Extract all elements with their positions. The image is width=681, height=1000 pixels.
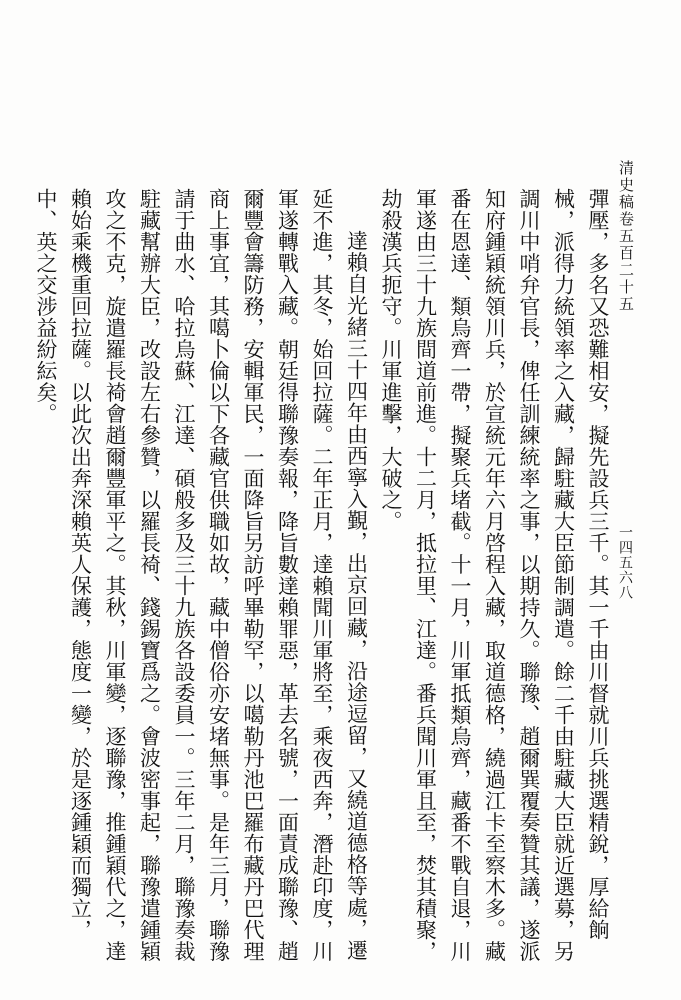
paragraph-2: 達賴自光緒三十四年由西寧入覲，出京回藏，沿途逗留，又繞道德格等處，遷延不進，其冬，始回拉薩。二年正月，達賴聞川軍將至，乘夜西奔，潛赴印度，川軍遂轉戰入藏。朝廷得聯豫奏報，降旨數達賴罪惡，革去名號，一面責成聯豫、趙爾豐會籌防務，安輯軍民，一面降旨另訪呼畢勒罕，以噶勒丹池巴羅布藏丹巴代理商上事宜，其噶卜倫以下各藏官供職如故，藏中僧俗亦安堵無事。是年三月，聯豫請于曲水、哈拉烏蘇、江達、碩般多及三十九族各設委員一。三年二月，聯豫奏裁駐藏幫辦大臣，改設左右參贊，以羅長裿、錢錫寶爲之。會波密事起，聯豫遣鍾穎攻之不克，旋遣羅長裿會趙爾豐軍平之。其秋，川軍變，逐聯豫，推鍾穎代之，達賴始乘機重回拉薩。以此次出奔深賴英人保護，態度一變，於是逐鍾穎而獨立，中、英之交涉益紛紜矣。 — [34, 188, 369, 962]
running-header-title: 清史稿卷五百二十五 — [617, 160, 635, 313]
paragraph-1: 彈壓，多名又恐難相安，擬先設兵三千。其一千由川督就川兵挑選精銳，厚給餉械，派得力統領率之入藏，歸駐藏大臣節制調遣。餘二千由駐藏大臣就近選募，另調川中哨弁官長，俾任訓練統率之事，以期持久。聯豫、趙爾巽覆奏贊其議，遂派知府鍾穎統領川兵，於宣統元年六月啓程入藏，取道德格，繞過江卡至察木多。藏番在恩達、類烏齊一帶，擬聚兵堵截。十一月，川軍抵類烏齊，藏番不戰自退，川軍遂由三十九族間道前進。十二月，抵拉里、江達。番兵聞川軍且至，焚其積聚，劫殺漢兵扼守。川軍進擊，大破之。 — [379, 188, 610, 962]
page-number: 一四五六八 — [617, 525, 633, 600]
body-text — [34, 188, 615, 978]
